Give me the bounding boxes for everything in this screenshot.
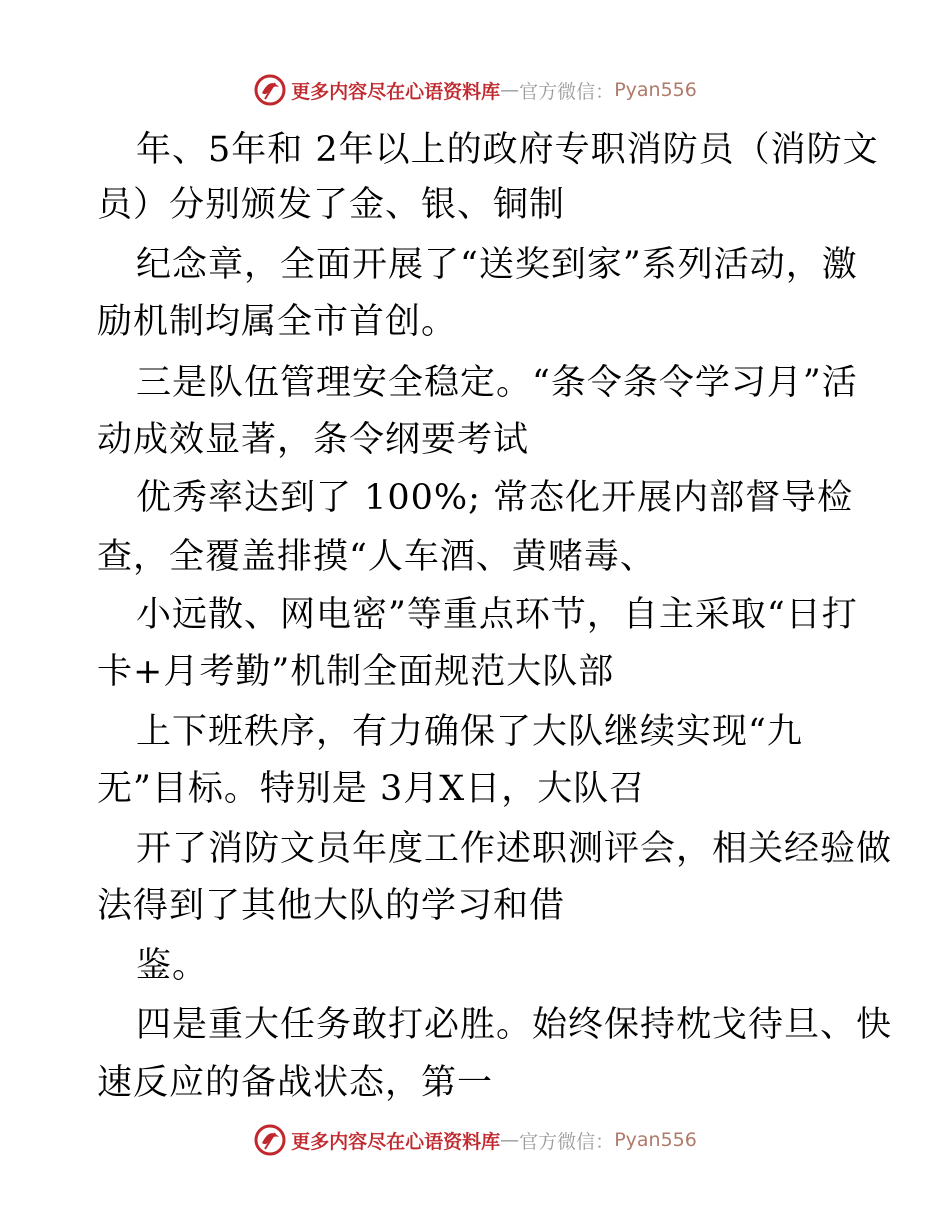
banner-dash: — <box>500 1129 520 1151</box>
swirl-logo-icon <box>253 73 287 107</box>
banner-title: 更多内容尽在心语资料库 <box>291 1130 501 1153</box>
banner-wechat-label: 官方微信： <box>519 80 615 103</box>
text-line: 三是队伍管理安全稳定。“条令条令学习月”活 <box>136 363 858 403</box>
text-line: 鉴。 <box>136 946 209 986</box>
text-line: 开了消防文员年度工作述职测评会，相关经验做 <box>136 829 893 869</box>
header-banner <box>0 70 950 110</box>
banner-wechat-label: 官方微信： <box>519 1130 615 1153</box>
text-line: 年、5年和 2年以上的政府专职消防员（消防文 <box>136 130 879 170</box>
swirl-logo-icon <box>253 1123 287 1157</box>
text-line: 卡+月考勤”机制全面规范大队部 <box>97 652 615 692</box>
text-line: 动成效显著，条令纲要考试 <box>97 420 530 460</box>
footer-banner <box>0 1120 950 1160</box>
banner-dash: — <box>500 79 520 101</box>
text-line: 法得到了其他大队的学习和借 <box>97 886 566 926</box>
text-line: 员）分别颁发了金、银、铜制 <box>97 185 566 225</box>
text-line: 无”目标。特别是 3月X日，大队召 <box>97 769 646 809</box>
text-line: 速反应的备战状态，第一 <box>97 1063 494 1103</box>
text-line: 查，全覆盖排摸“人车酒、黄赌毒、 <box>97 537 656 577</box>
banner-account: Pyan556 <box>614 79 697 101</box>
text-line: 优秀率达到了 100%; 常态化开展内部督导检 <box>136 478 854 518</box>
text-line: 励机制均属全市首创。 <box>97 302 458 342</box>
banner-title: 更多内容尽在心语资料库 <box>291 80 501 103</box>
banner-account: Pyan556 <box>614 1129 697 1151</box>
text-line: 上下班秩序，有力确保了大队继续实现“九 <box>136 712 803 752</box>
text-line: 四是重大任务敢打必胜。始终保持枕戈待旦、快 <box>136 1005 893 1045</box>
text-line: 纪念章，全面开展了“送奖到家”系列活动，激 <box>136 245 858 285</box>
text-line: 小远散、网电密”等重点环节，自主采取“日打 <box>136 595 858 635</box>
